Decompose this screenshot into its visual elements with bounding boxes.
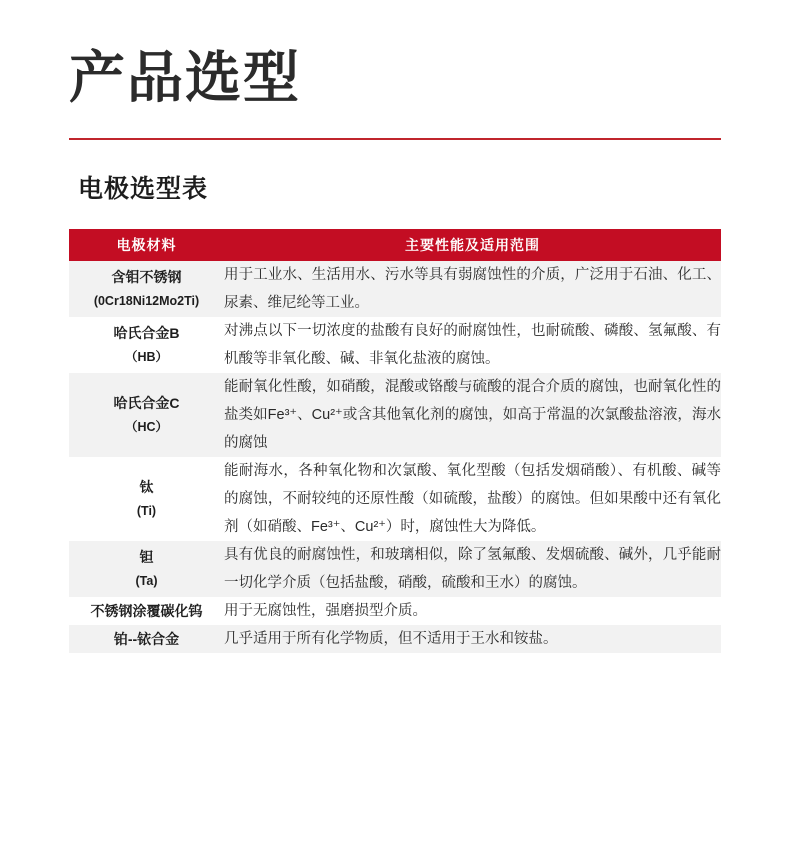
material-name: 含钼不锈钢 [111, 268, 182, 285]
title-divider [69, 138, 721, 140]
table-row [69, 261, 721, 317]
material-code: (0Cr18Ni12Mo2Ti) [93, 293, 200, 308]
table-header [69, 229, 721, 261]
cell-material [69, 373, 224, 457]
material-name: 哈氏合金C [113, 394, 180, 411]
cell-description: 几乎适用于所有化学物质，但不适用于王水和铵盐。 [224, 631, 558, 647]
table-row [69, 457, 721, 541]
cell-description: 能耐海水，各种氧化物和次氯酸、氧化型酸（包括发烟硝酸）、有机酸、碱等的腐蚀，不耐较纯的还原性酸（如硫酸，盐酸）的腐蚀。但如果酸中还有氧化剂（如硝酸、Fe³⁺、Cu²⁺）时，腐蚀性大为降低。 [224, 463, 721, 535]
material-code: （HB） [124, 349, 169, 364]
table-body [69, 261, 721, 653]
table-header-row [69, 229, 721, 261]
cell-description: 具有优良的耐腐蚀性，和玻璃相似，除了氢氟酸、发烟硫酸、碱外，几乎能耐一切化学介质（包括盐酸，硝酸，硫酸和王水）的腐蚀。 [224, 547, 721, 591]
electrode-selection-table [69, 229, 721, 653]
material-name: 钽 [139, 548, 154, 565]
table-row [69, 317, 721, 373]
cell-material [69, 317, 224, 373]
cell-description: 用于工业水、生活用水、污水等具有弱腐蚀性的介质，广泛用于石油、化工、尿素、维尼纶等工业。 [224, 267, 721, 311]
material-code: (Ta) [135, 573, 158, 588]
table-row [69, 373, 721, 457]
electrode-selection-table-wrapper [69, 229, 721, 653]
material-name: 哈氏合金B [113, 324, 180, 341]
material-name: 不锈钢涂覆碳化钨 [90, 602, 203, 619]
section-title: 电极选型表 [78, 175, 209, 203]
cell-material [69, 597, 224, 625]
page-title: 产品选型 [69, 46, 301, 109]
column-header-material: 电极材料 [69, 229, 224, 261]
cell-material [69, 261, 224, 317]
cell-description: 对沸点以下一切浓度的盐酸有良好的耐腐蚀性，也耐硫酸、磷酸、氢氟酸、有机酸等非氧化酸、碱、非氧化盐液的腐蚀。 [224, 323, 721, 367]
cell-material [69, 541, 224, 597]
cell-material [69, 625, 224, 653]
material-code: （HC） [124, 419, 169, 434]
material-name: 钛 [139, 478, 154, 495]
cell-description: 用于无腐蚀性，强磨损型介质。 [224, 603, 427, 619]
column-header-description: 主要性能及适用范围 [224, 229, 721, 261]
table-row [69, 597, 721, 625]
material-code: (Ti) [136, 503, 157, 518]
table-row [69, 625, 721, 653]
cell-material [69, 457, 224, 541]
table-row [69, 541, 721, 597]
cell-description: 能耐氧化性酸，如硝酸，混酸或铬酸与硫酸的混合介质的腐蚀，也耐氧化性的盐类如Fe³⁺、Cu²⁺或含其他氧化剂的腐蚀，如高于常温的次氯酸盐溶液，海水的腐蚀 [224, 379, 721, 451]
material-name: 铂--铱合金 [113, 630, 180, 647]
